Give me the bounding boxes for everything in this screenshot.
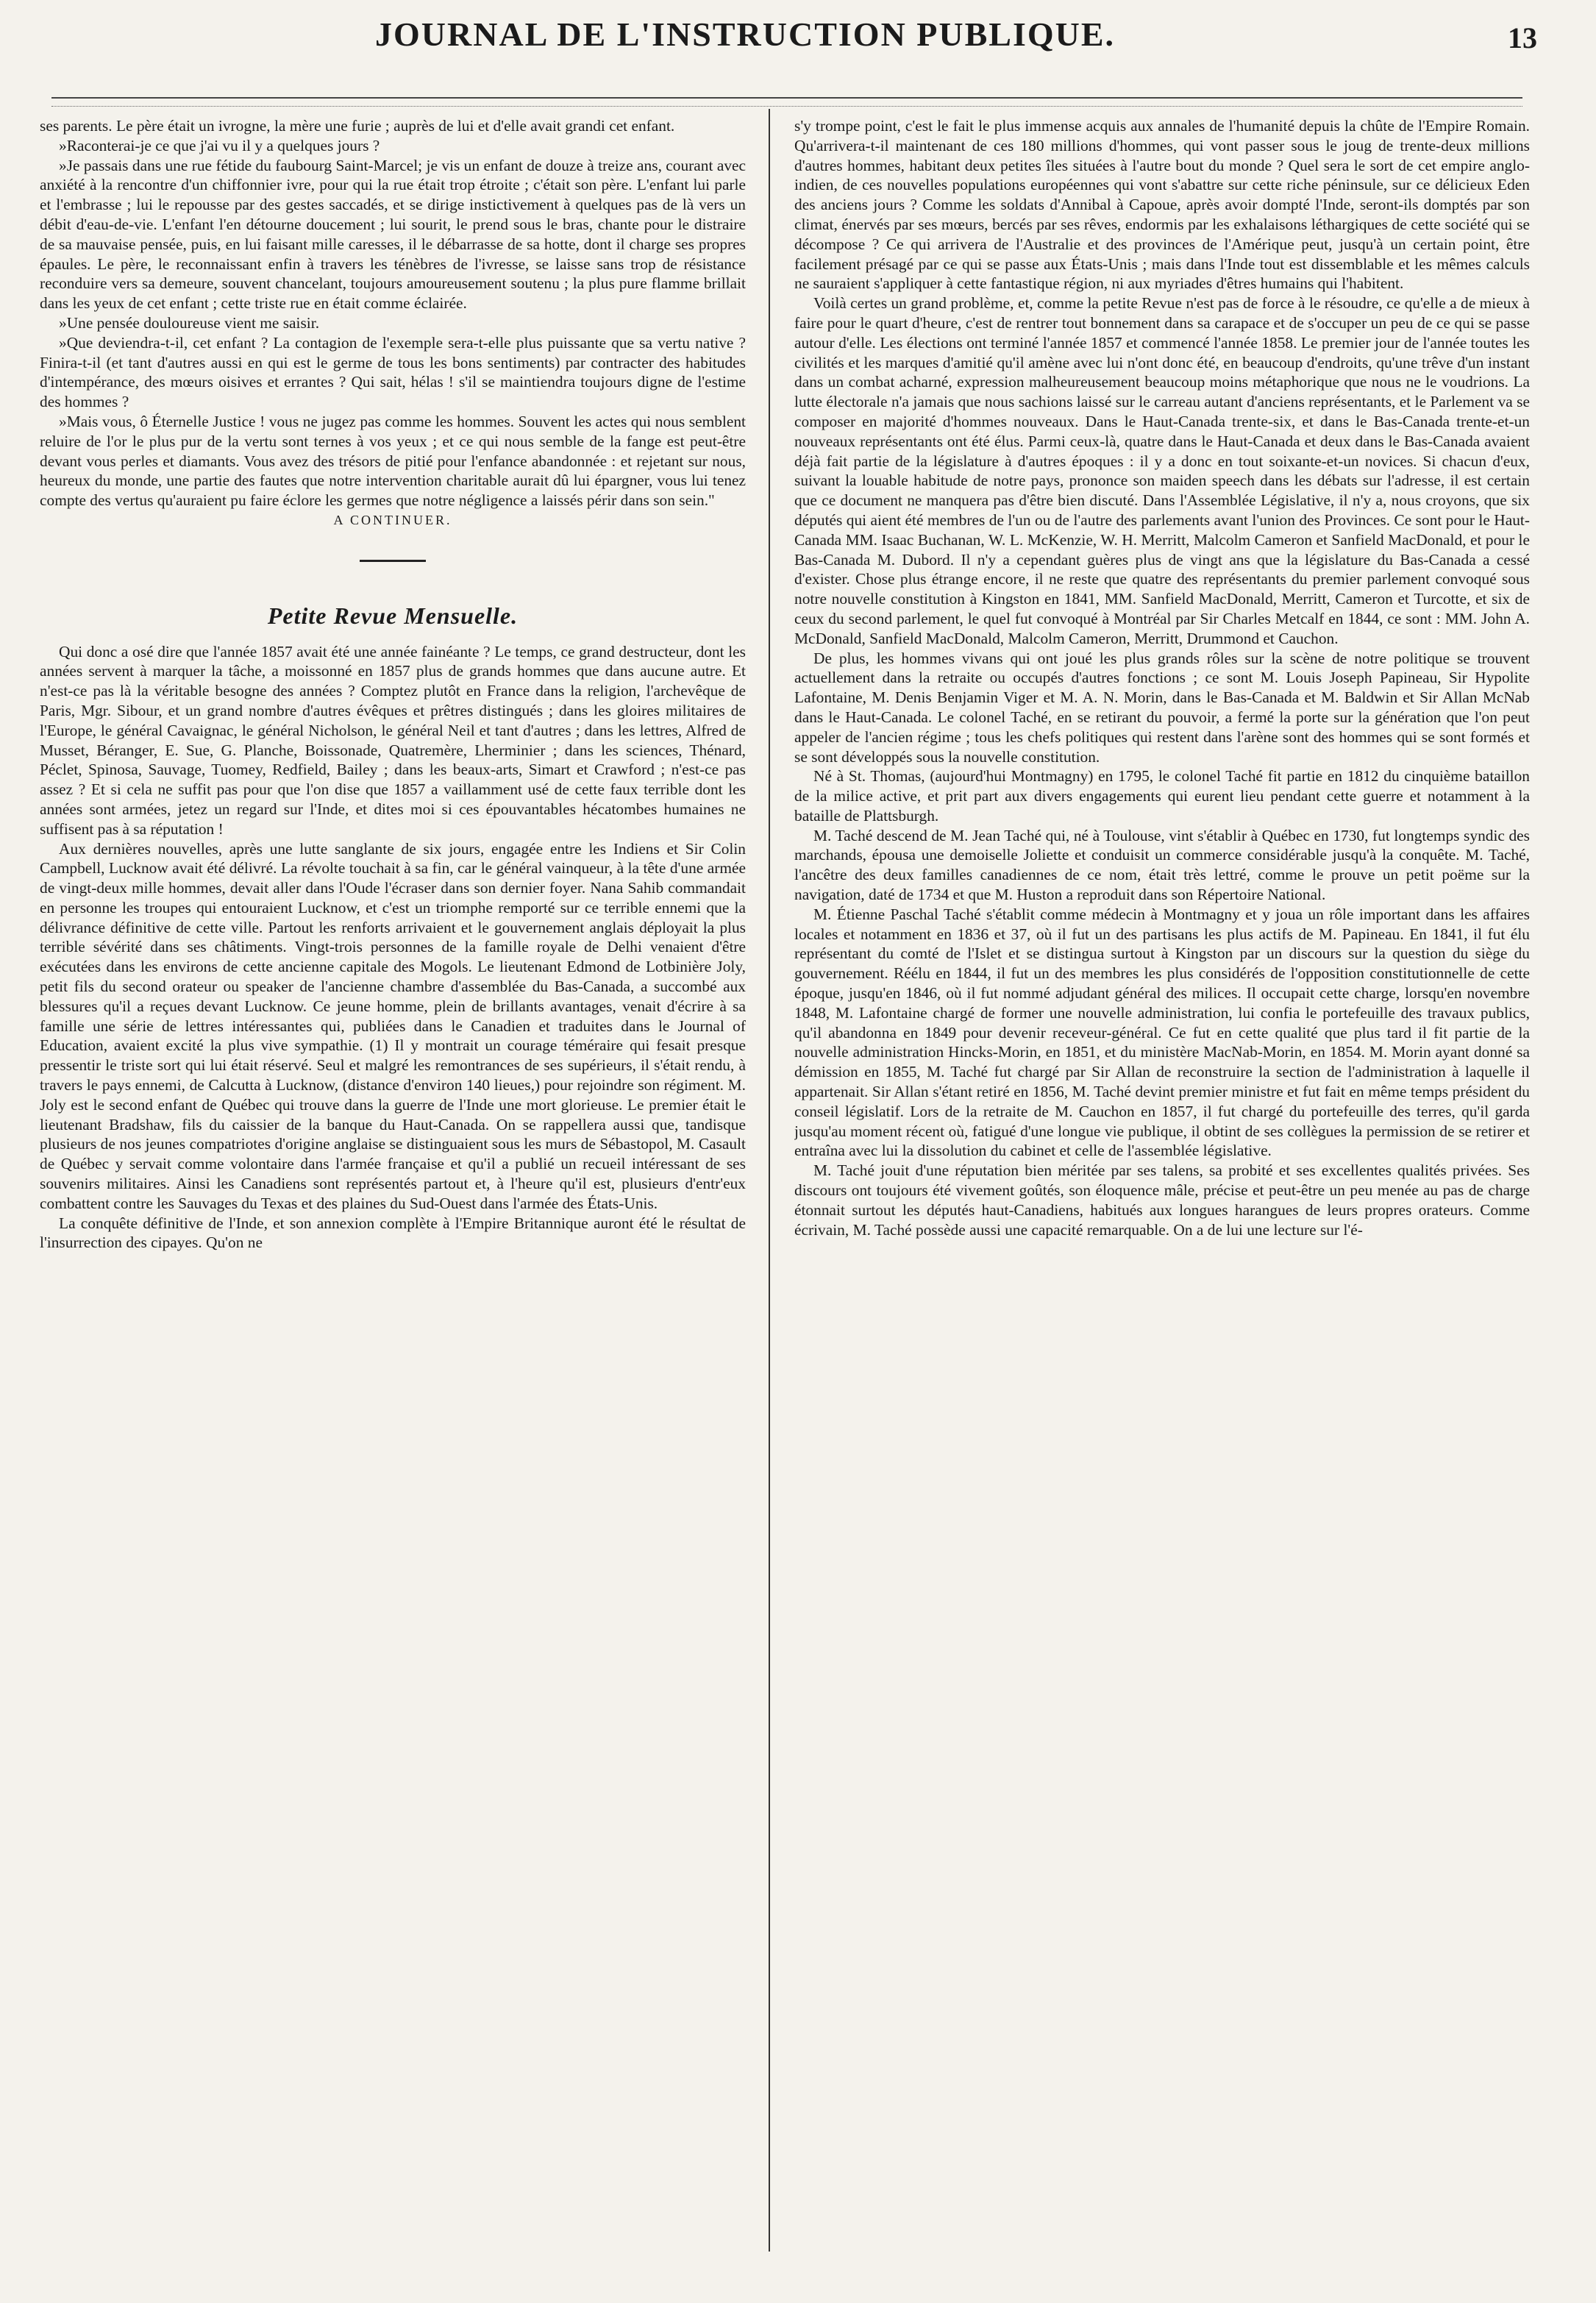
journal-title: JOURNAL DE L'INSTRUCTION PUBLIQUE. <box>375 15 1116 53</box>
paragraph: Né à St. Thomas, (aujourd'hui Montmagny) en 1795, le colonel Taché fit partie en 1812 du cinquième bataillon de la milice active, et prit part aux divers engagements qui eurent lieu pendant cette guerre et notamment à la bataille de Plattsburgh. <box>794 767 1530 825</box>
column-divider <box>769 109 770 2252</box>
paragraph: Aux dernières nouvelles, après une lutte sanglante de six jours, engagée entre les Indiens et Sir Colin Campbell, Lucknow avait été délivré. La révolte touchait à sa fin, car le général vainqueur, à la tête d'une armée de vingt-deux mille hommes, devait aller dans l'Oude l'écraser dans son dernier foyer. Nana Sahib commandait en personne les troupes qui entouraient Lucknow, et c'est un triomphe remporté sur ce terrible ennemi que la délivrance définitive de cette ville. Partout les renforts arrivaient et le gouvernement anglais déployait la plus terrible sévérité dans ses châtiments. Vingt-trois personnes de la famille royale de Delhi venaient d'être exécutées dans les environs de cette ancienne capitale des Mogols. Le lieutenant Edmond de Lotbinière Joly, petit fils du second orateur ou speaker de l'ancienne chambre d'assemblée du Bas-Canada, a succombé aux blessures qu'il a reçues devant Lucknow. Ce jeune homme, plein de brillants avantages, venait d'écrire à sa famille une série de lettres intéressantes qui, publiées dans le Canadien et traduites dans le Journal of Education, avaient excité la plus vive sympathie. (1) Il y montrait un courage téméraire qui fesait presque pressentir le triste sort qui lui était réservé. Seul et malgré les remontrances de ses supérieurs, il s'était rendu, à travers le pays ennemi, de Calcutta à Lucknow, (distance d'environ 140 lieues,) pour rejoindre son régiment. M. Joly est le second enfant de Québec qui trouve dans la guerre de l'Inde une mort glorieuse. Le premier était le lieutenant Bradshaw, fils du caissier de la banque du Haut-Canada. On se rappellera aussi que, tandisque plusieurs de nos jeunes compatriotes d'origine anglaise se distinguaient sous les murs de Sébastopol, M. Casault de Québec y servait comme volontaire dans l'armée française et qu'il a publié un recueil intéressant de ses souvenirs militaires. Ainsi les Canadiens sont représentés partout et, à l'heure qu'il est, plusieurs d'entr'eux combattent contre les Sauvages du Texas et des plaines du Sud-Ouest dans l'armée des États-Unis. <box>40 839 746 1212</box>
paragraph: »Une pensée douloureuse vient me saisir. <box>59 313 320 332</box>
right-column <box>794 116 1530 2237</box>
paragraph: »Que deviendra-t-il, cet enfant ? La contagion de l'exemple sera-t-elle plus puissante que sa vertu native ? Finira-t-il (et tant d'autres aussi en qui est le germe de tous les bons sentiments) par contracter des habitudes d'intempérance, des mœurs oisives et errantes ? Qui sait, hélas ! s'il se maintiendra toujours digne de l'estime des hommes ? <box>40 333 746 411</box>
paragraph: »Mais vous, ô Éternelle Justice ! vous ne jugez pas comme les hommes. Souvent les actes qui nous semblent reluire de l'or le plus pur de la vertu sont ternes à vos yeux ; et ce qui nous semble de la fange est peut-être devant vous perles et diamants. Vous avez des trésors de pitié pour l'enfance abandonnée : et rejetant sur nous, heureux du monde, une partie des fautes que notre intervention charitable aurait dû lui épargner, vous lui tenez compte des vertus qu'auraient pu faire éclore les germes que notre négligence a laissés périr dans son sein." <box>40 412 746 510</box>
paragraph: M. Étienne Paschal Taché s'établit comme médecin à Montmagny et y joua un rôle important dans les affaires locales et notamment en 1836 et 37, où il fut un des partisans les plus actifs de M. Papineau. En 1841, il fut élu représentant du comté de l'Islet et se distingua surtout à Kingston par un discours sur la question du siège du gouvernement. Réélu en 1844, il fut un des membres les plus considérés de l'opposition constitutionnelle de cette époque, jusqu'en 1846, où il fut nommé adjudant général des milices. Il occupait cette charge, lorsqu'en novembre 1848, M. Lafontaine chargé de former une nouvelle administration, lui confia le portefeuille des travaux publics, qu'il abandonna en 1849 pour devenir receveur-général. Ce fut en cette qualité que plus tard il fit partie de la nouvelle administration Hincks-Morin, en 1851, et du ministère MacNab-Morin, en 1854. M. Morin ayant donné sa démission en 1855, M. Taché fut chargé par Sir Allan de reconstruire la section de l'administration à laquelle il appartenait. Sir Allan s'étant retiré en 1856, M. Taché devint premier ministre et fut fait en même temps président du conseil législatif. Lors de la retraite de M. Cauchon en 1857, il fut chargé du portefeuille des terres, qu'il garda jusqu'au moment récent où, fatigué d'une longue vie publique, il obtint de ses collègues la permission de se retirer et entraîna avec lui la dissolution du cabinet et celle de l'assemblée législative. <box>794 905 1530 1160</box>
masthead <box>0 10 1596 63</box>
section-divider <box>360 560 426 562</box>
section-title: Petite Revue Mensuelle. <box>267 602 519 629</box>
left-column <box>40 116 746 2237</box>
paragraph: ses parents. Le père était un ivrogne, la mère une furie ; auprès de lui et d'elle avait grandi cet enfant. <box>40 117 675 135</box>
paragraph: La conquête définitive de l'Inde, et son annexion complète à l'Empire Britannique auront été le résultat de l'insurrection des cipayes. Qu'on ne <box>40 1214 746 1252</box>
paragraph: s'y trompe point, c'est le fait le plus immense acquis aux annales de l'humanité depuis la chûte de l'Empire Romain. Qu'arrivera-t-il maintenant de ces 180 millions d'hommes, qui vont passer sous le joug de trente-deux millions d'autres hommes, habitant deux petites îles situées à l'autre bout du monde ? Quel sera le sort de cet empire anglo-indien, de ces nouvelles populations européennes qui vont s'abattre sur cette riche péninsule, sur ce délicieux Eden des anciens jours ? Comme les soldats d'Annibal à Capoue, après avoir dompté l'Inde, seront-ils domptés par son climat, énervés par ses mœurs, bercés par ses rêves, endormis par les exhalaisons léthargiques de cette société qui se décompose ? Ce qui arrivera de l'Australie et des provinces de l'Amérique peut, jusqu'à un certain point, être facilement présagé par ce qui se passe aux États-Unis ; mais dans l'Inde tout est dissemblable et les mêmes calculs ne sauraient s'appliquer à cette fantastique région, ni aux myriades d'êtres humains qui l'habitent. <box>794 117 1530 293</box>
paragraph: Voilà certes un grand problème, et, comme la petite Revue n'est pas de force à le résoudre, ce qu'elle a de mieux à faire pour le quart d'heure, c'est de rentrer tout bonnement dans sa carapace et de s'occuper un peu de ce qui se passe autour d'elle. Les élections ont terminé l'année 1857 et commencé l'année 1858. Le premier jour de l'année toutes les civilités et les marques d'amitié qu'il amène avec lui n'ont donc été, en beaucoup d'endroits, qu'une trêve d'un instant dans un combat acharné, expression malheureusement beaucoup moins métaphorique que nous ne le voudrions. La lutte électorale n'a jamais que nous sachions laissé sur le carreau autant d'anciens représentants, et le Parlement va se composer en majorité d'hommes nouveaux. Dans le Haut-Canada trente-six, et dans le Bas-Canada trente-et-un nouveaux représentants ont été élus. Parmi ceux-là, quatre dans le Haut-Canada et deux dans le Bas-Canada avaient déjà fait partie de la législature à d'autres époques : il y a donc en tout soixante-et-un novices. Si chacun d'eux, suivant la louable habitude de notre pays, prononce son maiden speech dans les débats sur l'adresse, il est certain que ce document ne manquera pas d'être bien discuté. Dans l'Assemblée Législative, il n'y a, nous croyons, que six députés qui aient été membres de l'un ou de l'autre des parlements avant l'union des Provinces. Ce sont pour le Haut-Canada MM. Isaac Buchanan, W. L. McKenzie, W. H. Merritt, Malcolm Cameron et Sanfield MacDonald, et pour le Bas-Canada M. Dubord. Il n'y a cependant guères plus de vingt ans que la législature du Bas-Canada a cessé d'exister. Chose plus étrange encore, il ne reste que quatre des représentants du premier parlement convoqué sous notre nouvelle constitution à Kingston en 1841, MM. Sanfield MacDonald, Merritt, Cameron et Turcotte, et six de ceux du second parlement, le quel fut convoqué à Montréal par Sir Charles Metcalf en 1844, ce sont : MM. John A. McDonald, Sanfield MacDonald, Malcolm Cameron, Merritt, Drummond et Cauchon. <box>794 294 1530 647</box>
paragraph: »Raconterai-je ce que j'ai vu il y a quelques jours ? <box>59 136 380 154</box>
paragraph: De plus, les hommes vivans qui ont joué les plus grands rôles sur la scène de notre politique se trouvent actuellement dans la retraite ou occupés d'autres fonctions ; ce sont M. Louis Joseph Papineau, Sir Hypolite Lafontaine, M. Denis Benjamin Viger et M. A. N. Morin, dans le Bas-Canada et M. Baldwin et Sir Allan McNab dans le Haut-Canada. Le colonel Taché, en se retirant du pouvoir, a fermé la porte sur la génération que l'on peut appeler de l'ancien régime ; tous les chefs politiques qui restent dans l'arène sont des hommes qui se sont formés et se sont développés sous la nouvelle constitution. <box>794 649 1530 766</box>
continued-note: A CONTINUER. <box>333 512 452 527</box>
page-number: 13 <box>1508 21 1537 54</box>
paragraph: »Je passais dans une rue fétide du faubourg Saint-Marcel; je vis un enfant de douze à treize ans, courant avec anxiété à la rencontre d'un chiffonnier ivre, pour qui la rue était trop étroite ; c'était son père. L'enfant lui parle et l'embrasse ; lui le repousse par des gestes saccadés, et se dirige instictivement à quelques pas de là vers un débit d'eau-de-vie. L'enfant l'en détourne doucement ; lui sourit, le prend sous le bras, chante pour le distraire de sa mauvaise pensée, puis, en lui faisant mille caresses, il le débarrasse de sa hotte, dont il charge ses propres épaules. Le père, le reconnaissant enfin à travers les ténèbres de l'ivresse, se laisse sans trop de résistance reconduire vers sa demeure, souvent chancelant, toujours amoureusement soutenu ; la plus pure flamme brillait dans les yeux de cet enfant ; cette triste rue en était comme éclairée. <box>40 156 746 313</box>
paragraph: Qui donc a osé dire que l'année 1857 avait été une année fainéante ? Le temps, ce grand destructeur, dont les années servent à marquer la tâche, a moissonné en 1857 plus de grands hommes que dans aucune autre. Et n'est-ce pas là la véritable besogne des années ? Comptez plutôt en France dans la religion, l'archevêque de Paris, Mgr. Sibour, et un grand nombre d'autres évêques et prêtres distingués ; dans les gloires militaires de l'Europe, le général Cavaignac, le général Nicholson, le général Neil et tant d'autres ; dans les lettres, Alfred de Musset, Béranger, E. Sue, G. Planche, Boissonade, Quatremère, Lherminier ; dans les sciences, Thénard, Péclet, Spinosa, Sauvage, Tuomey, Redfield, Bailey ; dans les beaux-arts, Simart et Crawford ; n'est-ce pas assez ? Et si cela ne suffit pas pour que l'on dise que 1857 a vaillamment usé de cette faux terrible dont les années sont armées, jetez un regard sur l'Inde, et dites moi si ces épouvantables hécatombes humaines ne suffisent pas à sa réputation ! <box>40 642 746 838</box>
paragraph: M. Taché descend de M. Jean Taché qui, né à Toulouse, vint s'établir à Québec en 1730, fut longtemps syndic des marchands, épousa une demoiselle Joliette et conduisit un commerce considérable jusqu'à la conquête. M. Taché, l'ancêtre des deux familles canadiennes de ce nom, était très lettré, comme le prouve un petit poëme sur la navigation, daté de 1734 et que M. Huston a reproduit dans son Répertoire National. <box>794 826 1530 904</box>
paragraph: M. Taché jouit d'une réputation bien méritée par ses talens, sa probité et ses excellentes qualités privées. Ses discours ont toujours été vivement goûtés, son éloquence mâle, précise et peut-être un peu menée au pas de charge étonnait surtout les députés haut-Canadiens, habitués aux longues harangues de leurs propres orateurs. Comme écrivain, M. Taché possède aussi une capacité remarquable. On a de lui une lecture sur l'é- <box>794 1161 1530 1239</box>
header-rule <box>51 97 1522 107</box>
